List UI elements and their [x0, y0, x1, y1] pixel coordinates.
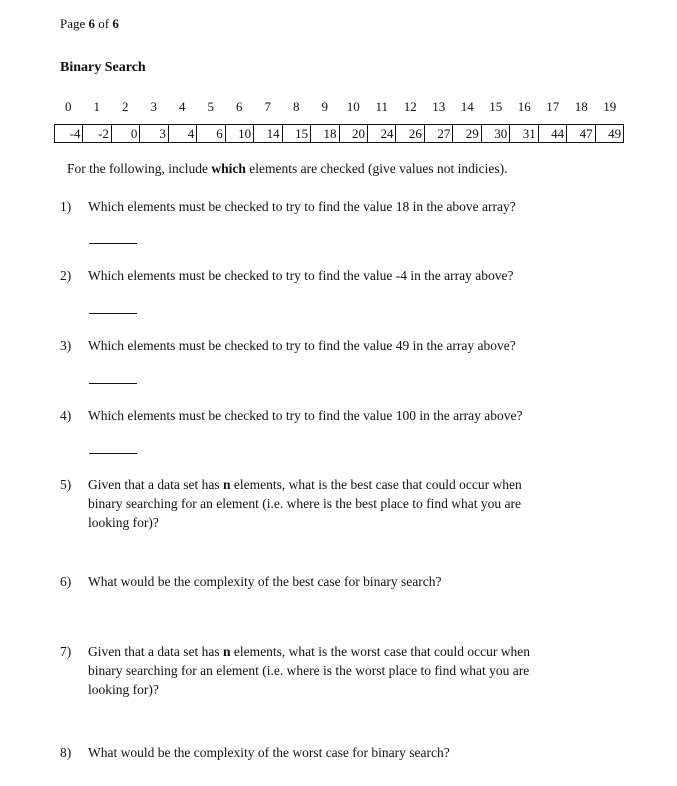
array-cell: 30 [482, 125, 510, 142]
question-text: Which elements must be checked to try to find the value 18 in the above array? [88, 199, 516, 214]
question-text: What would be the complexity of the worst case for binary search? [88, 745, 450, 760]
question-number: 3) [60, 338, 72, 353]
question-text: What would be the complexity of the best case for binary search? [88, 574, 442, 589]
question-text: Which elements must be checked to try to find the value -4 in the array above? [88, 268, 514, 283]
array-cell: 26 [396, 125, 424, 142]
question-number: 5) [60, 477, 72, 492]
array-index: 15 [489, 99, 503, 114]
array-cell: 6 [197, 125, 225, 142]
answer-blank-2[interactable] [89, 313, 137, 314]
answer-blank-4[interactable] [89, 453, 137, 454]
page-of: of [95, 16, 113, 31]
array-cell: -2 [83, 125, 111, 142]
array-index: 16 [517, 99, 531, 114]
array-index: 18 [574, 99, 588, 114]
array-cell: 0 [112, 125, 140, 142]
array-cell: 27 [425, 125, 453, 142]
question-number: 2) [60, 268, 72, 283]
array-index: 3 [150, 99, 157, 114]
array-index: 17 [546, 99, 560, 114]
instructions [67, 161, 508, 177]
question-number: 1) [60, 199, 72, 214]
array-index-row [0, 99, 677, 117]
array-cell: 29 [453, 125, 481, 142]
array-cell: 49 [608, 126, 622, 141]
array-index: 0 [65, 99, 72, 114]
instructions-bold: which [211, 161, 246, 176]
page-number [60, 16, 119, 32]
array-index: 19 [603, 99, 617, 114]
array-cell: 31 [510, 125, 538, 142]
array-value-row [54, 124, 624, 143]
array-cell: 18 [311, 125, 339, 142]
section-title: Binary Search [60, 60, 146, 75]
array-index: 4 [179, 99, 186, 114]
array-index: 12 [403, 99, 417, 114]
array-cell: 47 [567, 125, 595, 142]
page-prefix: Page [60, 16, 89, 31]
array-index: 13 [432, 99, 446, 114]
answer-blank-1[interactable] [89, 243, 137, 244]
array-cell: 10 [226, 125, 254, 142]
array-index: 2 [122, 99, 129, 114]
question-text: Which elements must be checked to try to find the value 100 in the array above? [88, 408, 523, 423]
question-number: 6) [60, 574, 72, 589]
array-cell: 3 [140, 125, 168, 142]
instructions-after: elements are checked (give values not indicies). [245, 161, 508, 176]
array-cell: -4 [55, 125, 83, 142]
array-index: 7 [264, 99, 271, 114]
question-text: Given that a data set has n elements, what is the best case that could occur when binary searching for an element (i.e. where is the best place to find what you are looking for)? [88, 477, 522, 530]
array-index: 10 [346, 99, 360, 114]
question-text: Given that a data set has n elements, what is the worst case that could occur when binary searching for an element (i.e. where is the worst place to find what you are looking for)? [88, 644, 531, 697]
array-cell: 24 [368, 125, 396, 142]
array-cell: 15 [283, 125, 311, 142]
array-cell: 4 [169, 125, 197, 142]
array-index: 6 [236, 99, 243, 114]
array-index: 1 [93, 99, 100, 114]
array-index: 5 [207, 99, 214, 114]
page-total: 6 [112, 16, 119, 31]
array-cell: 20 [340, 125, 368, 142]
question-number: 8) [60, 745, 72, 760]
array-cell: 44 [539, 125, 567, 142]
page-current: 6 [88, 16, 96, 31]
array-index: 9 [321, 99, 328, 114]
array-index: 11 [375, 99, 389, 114]
array-cell: 14 [254, 125, 282, 142]
instructions-before: For the following, include [67, 161, 212, 176]
array-index: 14 [460, 99, 474, 114]
array-index: 8 [293, 99, 300, 114]
question-number: 7) [60, 644, 72, 659]
question-number: 4) [60, 408, 72, 423]
answer-blank-3[interactable] [89, 383, 137, 384]
question-text: Which elements must be checked to try to find the value 49 in the array above? [88, 338, 516, 353]
